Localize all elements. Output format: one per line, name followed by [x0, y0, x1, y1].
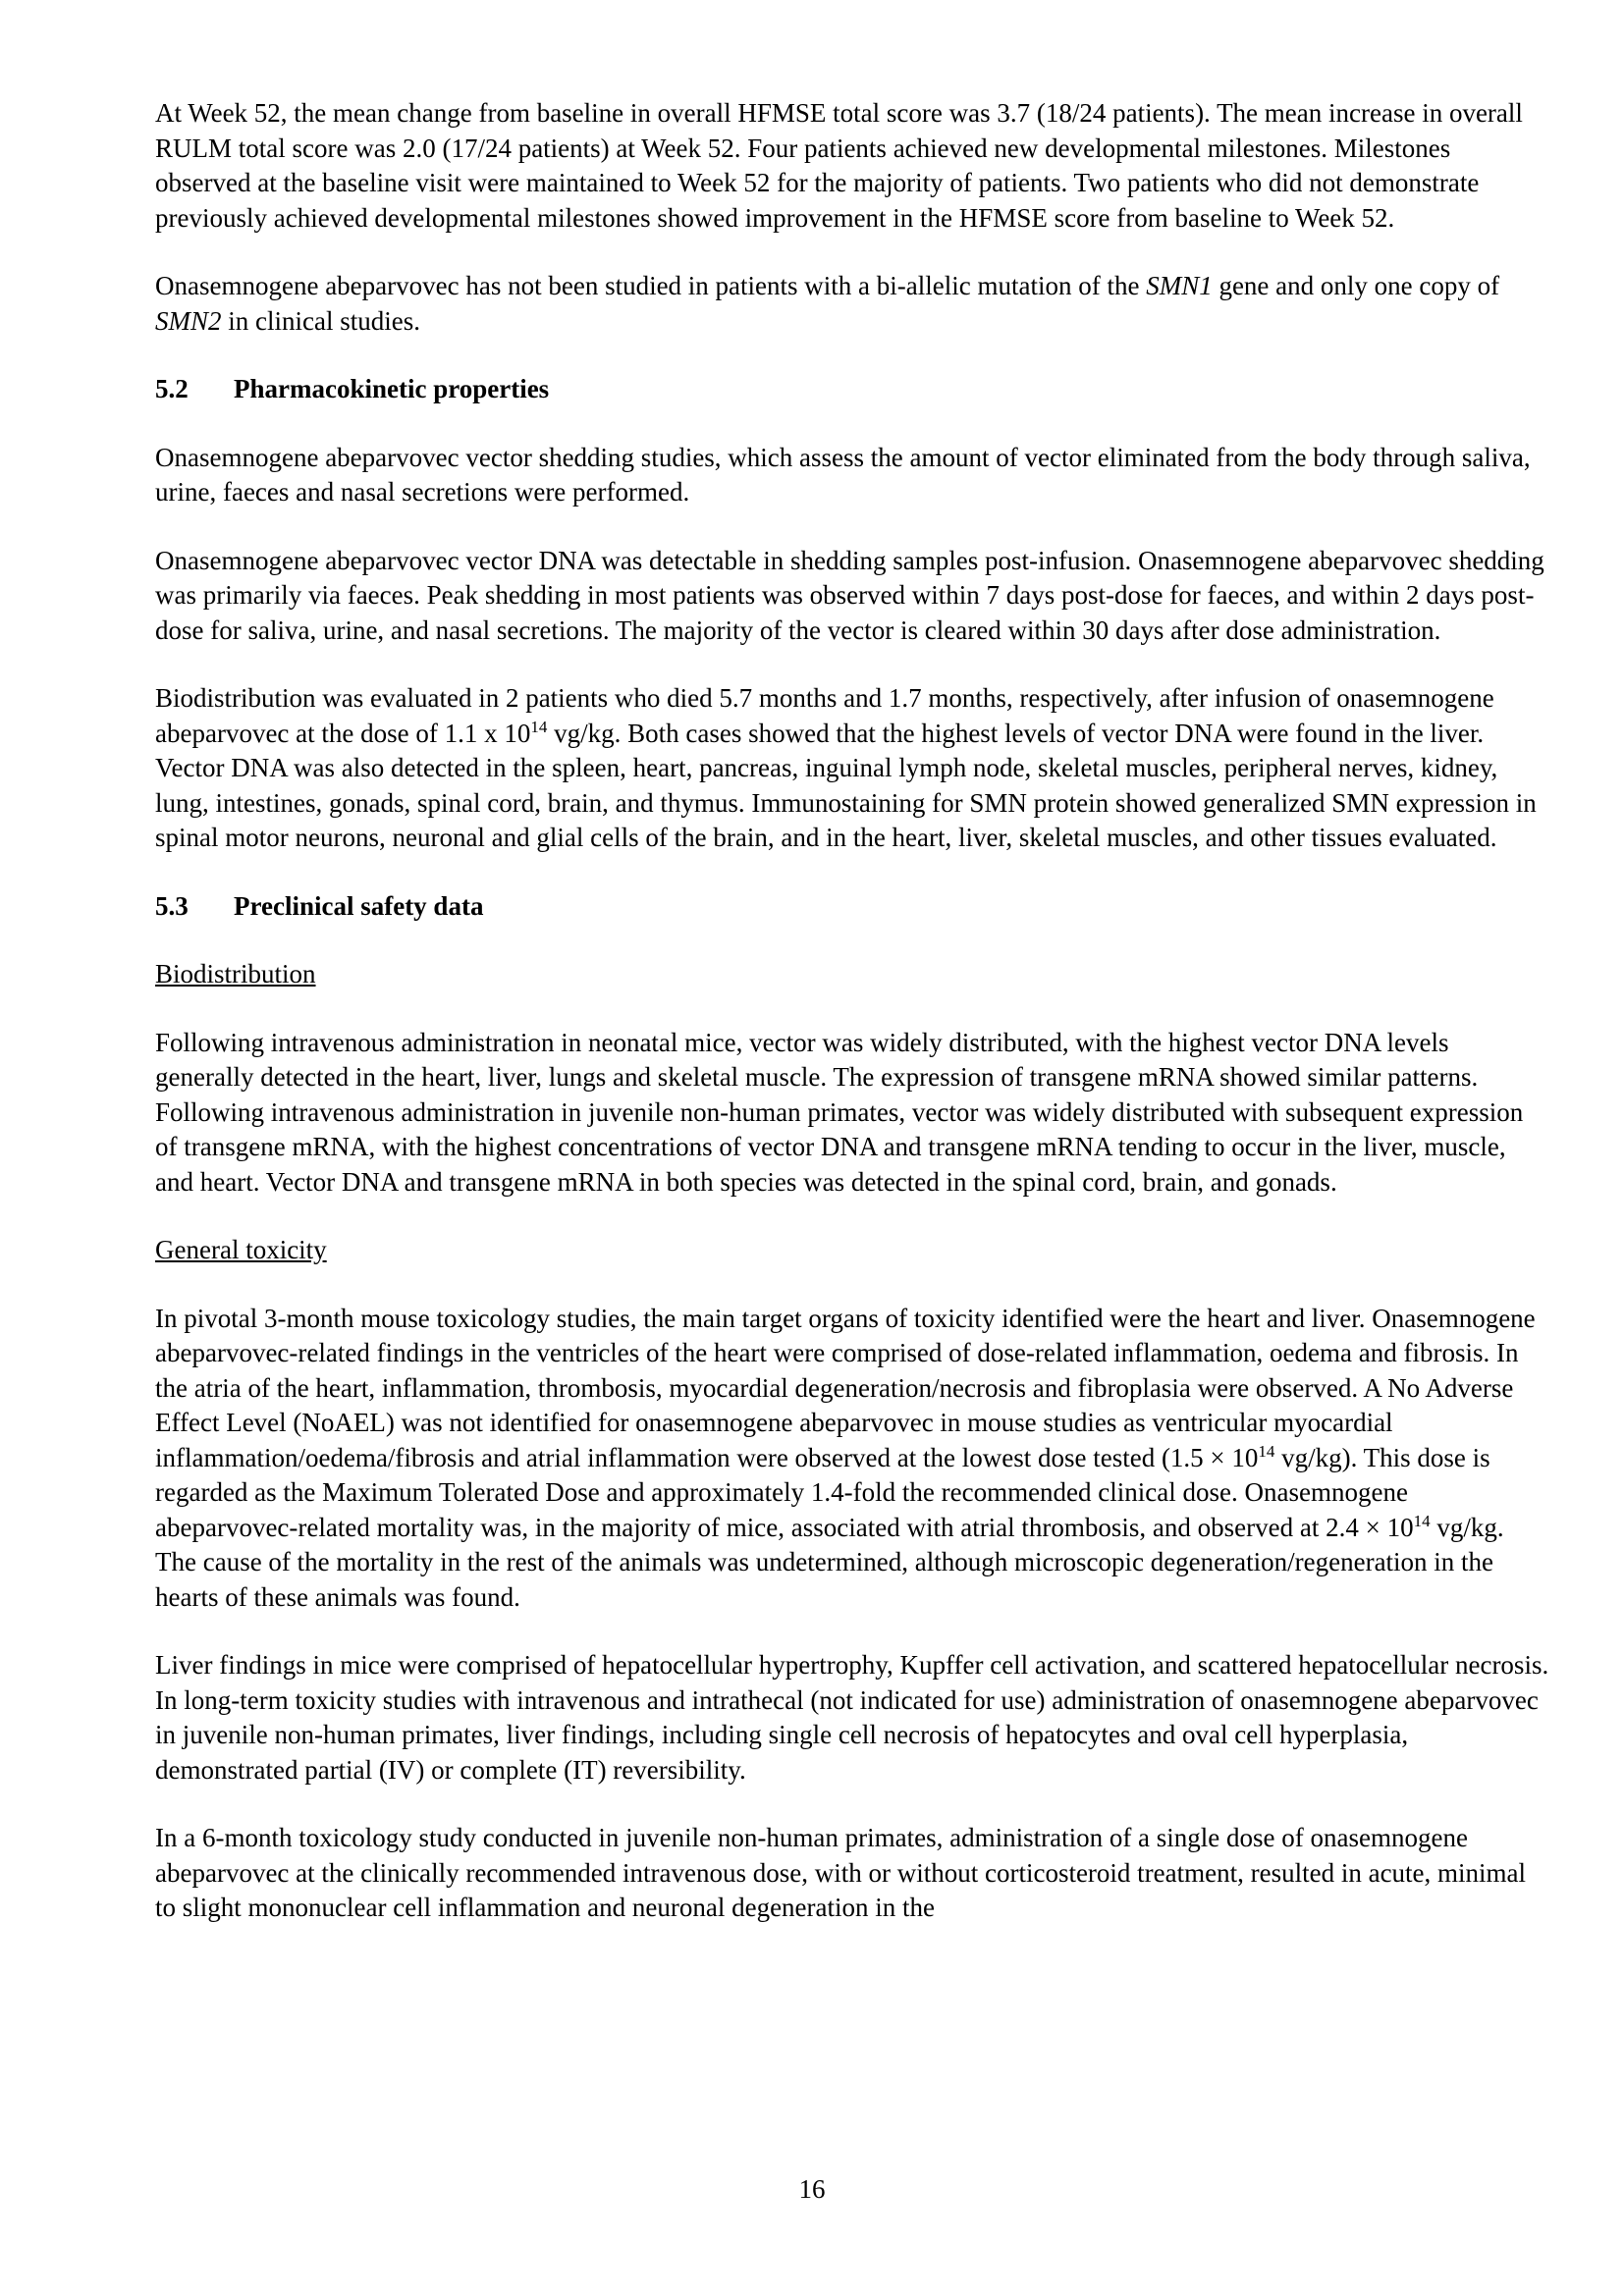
section-heading-5-2 [155, 372, 1549, 407]
text-fragment: vg/kg). This dose is regarded as the Maximum Tolerated Dose and approximately 1.4-fold the recommended clinical dose. Onasemnogene abeparvovec-related mortality was, in the majority of mice, associated with atrial thrombosis, and observed at 2.4 × 10 [155, 1442, 1490, 1542]
paragraph-biodistribution-patients [155, 681, 1549, 856]
text-fragment: Biodistribution was evaluated in 2 patients who died 5.7 months and 1.7 months, respectively, after infusion of onasemnogene abeparvovec at the dose of 1.1 x 10 [155, 683, 1494, 748]
gene-name-smn2: SMN2 [155, 305, 222, 336]
exponent: 14 [1258, 1441, 1275, 1461]
section-heading-5-3 [155, 889, 1549, 925]
text-fragment: vg/kg. Both cases showed that the highest levels of vector DNA were found in the liver. Vector DNA was also detected in the spleen, heart, pancreas, inguinal lymph node, skeletal muscles, peripheral nerves, kidney, lung, intestines, gonads, spinal cord, brain, and thymus. Immunostaining for SMN protein showed generalized SMN expression in spinal motor neurons, neuronal and glial cells of the brain, and in the heart, liver, skeletal muscles, and other tissues evaluated. [155, 718, 1537, 852]
subheading-biodistribution: Biodistribution [155, 959, 316, 988]
gene-name-smn1: SMN1 [1146, 271, 1213, 300]
paragraph-smn1-note [155, 269, 1549, 339]
paragraph-preclinical-biodistribution: Following intravenous administration in neonatal mice, vector was widely distributed, with the highest vector DNA levels generally detected in the heart, liver, lungs and skeletal muscle. The expression of transgene mRNA showed similar patterns. Following intravenous administration in juvenile non-human primates, vector was widely distributed with subsequent expression of transgene mRNA, with the highest concentrations of vector DNA and transgene mRNA tending to occur in the liver, muscle, and heart. Vector DNA and transgene mRNA in both species was detected in the spinal cord, brain, and gonads. [155, 1027, 1524, 1197]
paragraph-shedding-results: Onasemnogene abeparvovec vector DNA was detectable in shedding samples post-infusion. Onasemnogene abeparvovec shedding was primarily via faeces. Peak shedding in most patients was observed within 7 days post-dose for faeces, and within 2 days post-dose for saliva, urine, and nasal secretions. The majority of the vector is cleared within 30 days after dose administration. [155, 545, 1544, 645]
section-title: Preclinical safety data [234, 890, 484, 921]
text-fragment: vg/kg. The cause of the mortality in the rest of the animals was undetermined, although microscopic degeneration/regeneration in the hearts of these animals was found. [155, 1512, 1504, 1612]
text-fragment: gene and only one copy of [1212, 271, 1500, 300]
paragraph-shedding-studies: Onasemnogene abeparvovec vector shedding studies, which assess the amount of vector eliminated from the body through saliva, urine, faeces and nasal secretions were performed. [155, 442, 1531, 507]
subheading-general-toxicity: General toxicity [155, 1235, 327, 1264]
paragraph-week52-results: At Week 52, the mean change from baseline in overall HFMSE total score was 3.7 (18/24 patients). The mean increase in overall RULM total score was 2.0 (17/24 patients) at Week 52. Four patients achieved new developmental milestones. Milestones observed at the baseline visit were maintained to Week 52 for the majority of patients. Two patients who did not demonstrate previously achieved developmental milestones showed improvement in the HFMSE score from baseline to Week 52. [155, 98, 1523, 233]
document-page [155, 96, 1549, 1926]
text-fragment: in clinical studies. [221, 305, 420, 336]
paragraph-mouse-toxicology [155, 1302, 1549, 1616]
text-fragment: In pivotal 3-month mouse toxicology studies, the main target organs of toxicity identified were the heart and liver. Onasemnogene abeparvovec-related findings in the ventricles of the heart were comprised of dose-related inflammation, oedema and fibrosis. In the atria of the heart, inflammation, thrombosis, myocardial degeneration/necrosis and fibroplasia were observed. A No Adverse Effect Level (NoAEL) was not identified for onasemnogene abeparvovec in mouse studies as ventricular myocardial inflammation/oedema/fibrosis and atrial inflammation were observed at the lowest dose tested (1.5 × 10 [155, 1303, 1536, 1472]
paragraph-liver-findings: Liver findings in mice were comprised of hepatocellular hypertrophy, Kupffer cell activation, and scattered hepatocellular necrosis. In long-term toxicity studies with intravenous and intrathecal (not indicated for use) administration of onasemnogene abeparvovec in juvenile non-human primates, liver findings, including single cell necrosis of hepatocytes and oval cell hyperplasia, demonstrated partial (IV) or complete (IT) reversibility. [155, 1650, 1549, 1785]
paragraph-six-month-study: In a 6-month toxicology study conducted in juvenile non-human primates, administration of a single dose of onasemnogene abeparvovec at the clinically recommended intravenous dose, with or without corticosteroid treatment, resulted in acute, minimal to slight mononuclear cell inflammation and neuronal degeneration in the [155, 1823, 1527, 1922]
text-fragment: Onasemnogene abeparvovec has not been studied in patients with a bi-allelic mutation of the [155, 271, 1147, 300]
exponent: 14 [1413, 1511, 1431, 1530]
section-number: 5.3 [155, 890, 189, 921]
section-title: Pharmacokinetic properties [234, 374, 550, 403]
exponent: 14 [530, 717, 548, 736]
section-number: 5.2 [155, 374, 189, 403]
page-number: 16 [798, 2174, 826, 2204]
